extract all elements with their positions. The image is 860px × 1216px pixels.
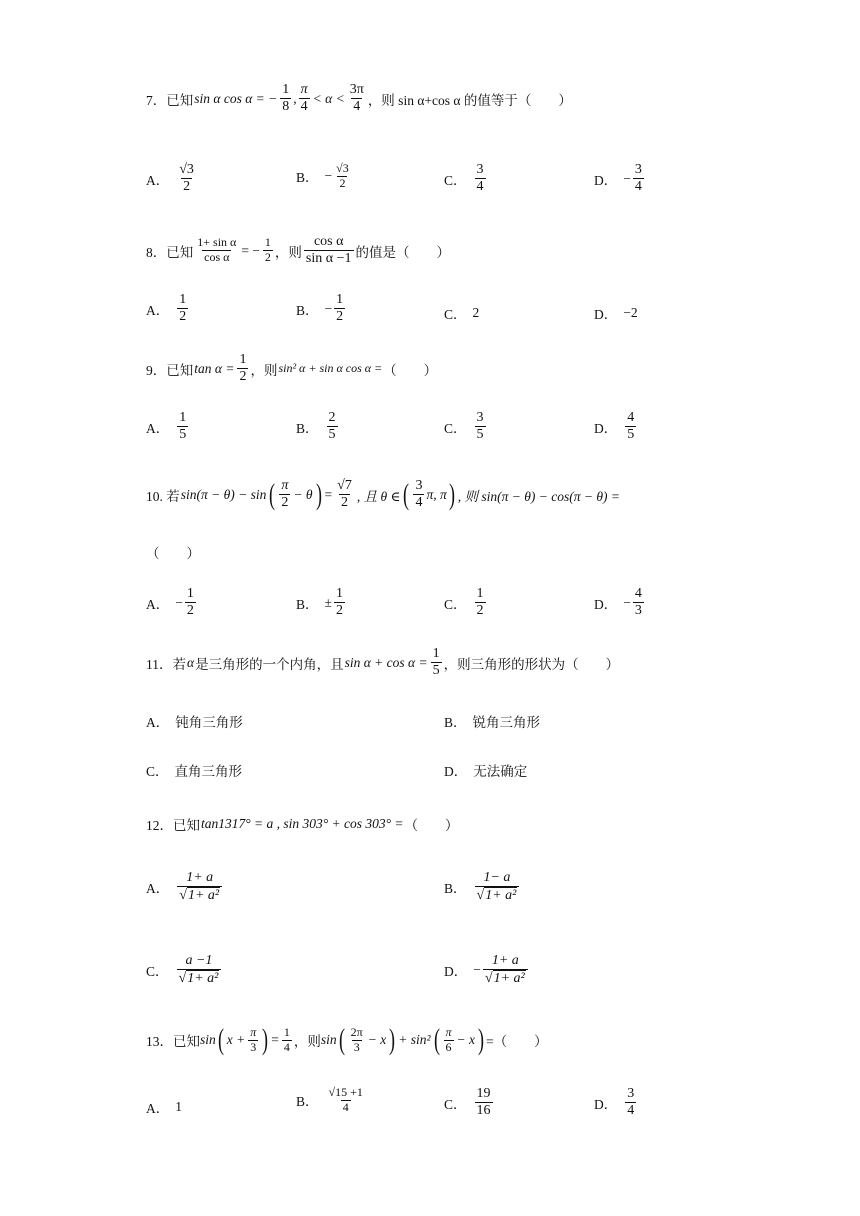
q7-frac-2: $\frac{\pi}{4}$ xyxy=(300,82,308,115)
question-9: 9．已知 tan α = $\frac{1}{2}$ ，则 sin² α + sin α cos α = （ ） xyxy=(146,352,438,385)
q10-option-c[interactable]: C． $\frac{1}{2}$ xyxy=(444,586,484,619)
q7-frac-3: $\frac{3\pi}{4}$ xyxy=(349,82,364,115)
question-12: 12．已知 tan1317° = a , sin 303° + cos 303° = （ ） xyxy=(146,816,459,833)
q10-option-a[interactable]: A． − $\frac{1}{2}$ xyxy=(146,586,194,619)
q8-frac-1: $\frac{\text{1+ sin α}}{\text{cos α}}$ xyxy=(197,235,237,265)
q11-option-b[interactable]: B． 锐角三角形 xyxy=(444,715,541,730)
q8-frac-2: $\frac{1}{2}$ xyxy=(264,235,271,265)
q12-option-a[interactable]: A． 1+ a √ 1+ a² xyxy=(146,870,224,904)
q10-option-d[interactable]: D． − $\frac{4}{3}$ xyxy=(594,586,642,619)
q9-option-c[interactable]: C． $\frac{3}{5}$ xyxy=(444,410,484,443)
question-8: 8．已知 $\frac{\text{1+ sin α}}{\text{cos α}}$ = − $\frac{1}{2}$ ，则 $\frac{\text{cos α}}{\text{sin α −1}}$ 的值是（ ） xyxy=(146,234,450,267)
q7-option-b[interactable]: B． − $\frac{√3}{2}$ xyxy=(296,161,349,190)
question-7: 7．已知 sin α cos α = − $\frac{1}{8}$ , $\frac{\pi}{4}$ < α < $\frac{3\pi}{4}$ ，则 sin α+cos α 的值等于（ ） xyxy=(146,82,572,115)
q7-prefix: 7．已知 xyxy=(146,92,194,108)
q12-option-b[interactable]: B． 1− a √ 1+ a² xyxy=(444,870,521,904)
q7-option-c[interactable]: C． $\frac{3}{4}$ xyxy=(444,162,484,195)
question-10: 10. 若 sin(π − θ) − sin ( $\frac{\pi}{2}$ − θ ) = $\frac{√7}{2}$ , 且 θ ∈ ( $\frac{3}{4}$ π, π ) , 则 sin(π − θ) − cos(π − θ) = xyxy=(146,477,620,511)
q11-option-c[interactable]: C． 直角三角形 xyxy=(146,764,243,779)
q10-answer-paren: （ ） xyxy=(146,546,200,561)
q13-option-c[interactable]: C． $\frac{19}{16}$ xyxy=(444,1086,491,1119)
q8-option-c[interactable]: C． 2 xyxy=(444,305,480,322)
q8-frac-3: $\frac{\text{cos α}}{\text{sin α −1}}$ xyxy=(305,234,352,267)
q8-option-a[interactable]: A． $\frac{1}{2}$ xyxy=(146,292,187,325)
q11-option-a[interactable]: A． 钝角三角形 xyxy=(146,715,243,730)
q13-option-b[interactable]: B． $\frac{√15 +1}{4}$ xyxy=(296,1085,363,1114)
q7-frac-1: $\frac{1}{8}$ xyxy=(282,82,290,115)
q13-option-d[interactable]: D． $\frac{3}{4}$ xyxy=(594,1086,635,1119)
q7-option-a[interactable]: A． $\frac{√3}{2}$ xyxy=(146,162,194,195)
question-13: 13．已知 sin ( x + $\frac{\pi}{3}$ ) = $\frac{1}{4}$ ，则 sin ( $\frac{2\pi}{3}$ − x ) + sin² ( $\frac{\pi}{6}$ − x ) =（ ） xyxy=(146,1023,548,1056)
q8-option-b[interactable]: B． − $\frac{1}{2}$ xyxy=(296,292,344,325)
q13-option-a[interactable]: A． 1 xyxy=(146,1099,182,1116)
q9-frac: $\frac{1}{2}$ xyxy=(239,352,247,385)
q12-option-d[interactable]: D． − 1+ a √ 1+ a² xyxy=(444,953,530,987)
q7-option-d[interactable]: D． − $\frac{3}{4}$ xyxy=(594,162,642,195)
q7-suffix: ，则 sin α+cos α 的值等于（ ） xyxy=(367,92,572,108)
q9-option-a[interactable]: A． $\frac{1}{5}$ xyxy=(146,410,187,443)
q10-lparen: ( xyxy=(269,477,276,511)
question-11: 11．若 α 是三角形的一个内角，且 sin α + cos α = $\frac{1}{5}$ ，则三角形的形状为（ ） xyxy=(146,646,620,679)
q12-option-c[interactable]: C． a −1 √ 1+ a² xyxy=(146,953,223,987)
q10-option-b[interactable]: B． ± $\frac{1}{2}$ xyxy=(296,586,343,619)
q8-option-d[interactable]: D． −2 xyxy=(594,305,638,322)
q10-frac-sqrt7: $\frac{√7}{2}$ xyxy=(337,478,352,511)
q9-option-d[interactable]: D． $\frac{4}{5}$ xyxy=(594,410,635,443)
q11-option-d[interactable]: D． 无法确定 xyxy=(444,764,528,779)
q7-expr: sin α cos α = − xyxy=(194,90,278,106)
q9-option-b[interactable]: B． $\frac{2}{5}$ xyxy=(296,410,336,443)
